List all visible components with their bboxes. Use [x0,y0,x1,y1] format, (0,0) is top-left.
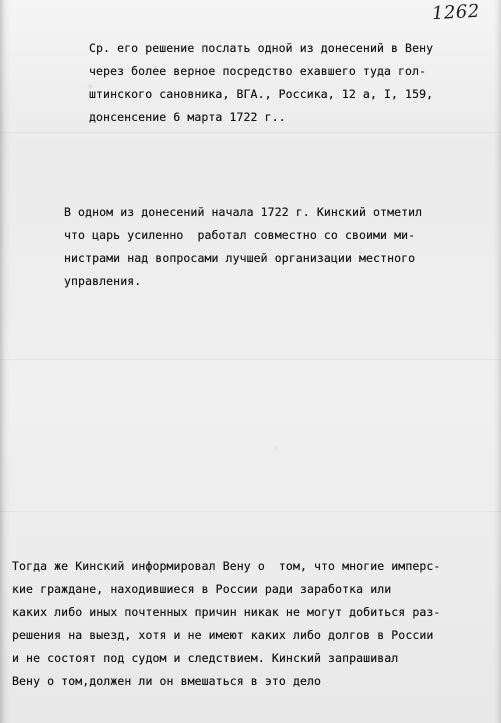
left-scan-shadow [0,0,10,723]
scan-streak [0,132,501,133]
report-paragraph: В одном из донесений начала 1722 г. Кинский отметил что царь усиленно работал совместно со своими ми- нистрами над вопросами лучшей организации местного управления. [64,205,423,288]
page-number: 1262 [431,0,481,25]
citizens-paragraph: Тогда же Кинский информировал Вену о том, что многие имперс- кие граждане, находившиеся в России ради заработка или каких либо иных почтенных причин никак не могут добиться раз- решения на выезд, хотя и не имеют каких либо долгов в России и не состоят под судом и следствием. Кинский запрашивал Вену о том,должен ли он вмешаться в это дело [12,559,441,688]
scan-streak [0,359,501,360]
right-scan-shadow [493,0,501,723]
reference-paragraph: Ср. его решение послать одной из донесений в Вену через более верное посредство ехавшего туда гол- штинского сановника, ВГА., Россика, 12 а, I, 159, донсенсение 6 марта 1722 г.. [89,41,434,124]
scan-streak [0,511,501,512]
